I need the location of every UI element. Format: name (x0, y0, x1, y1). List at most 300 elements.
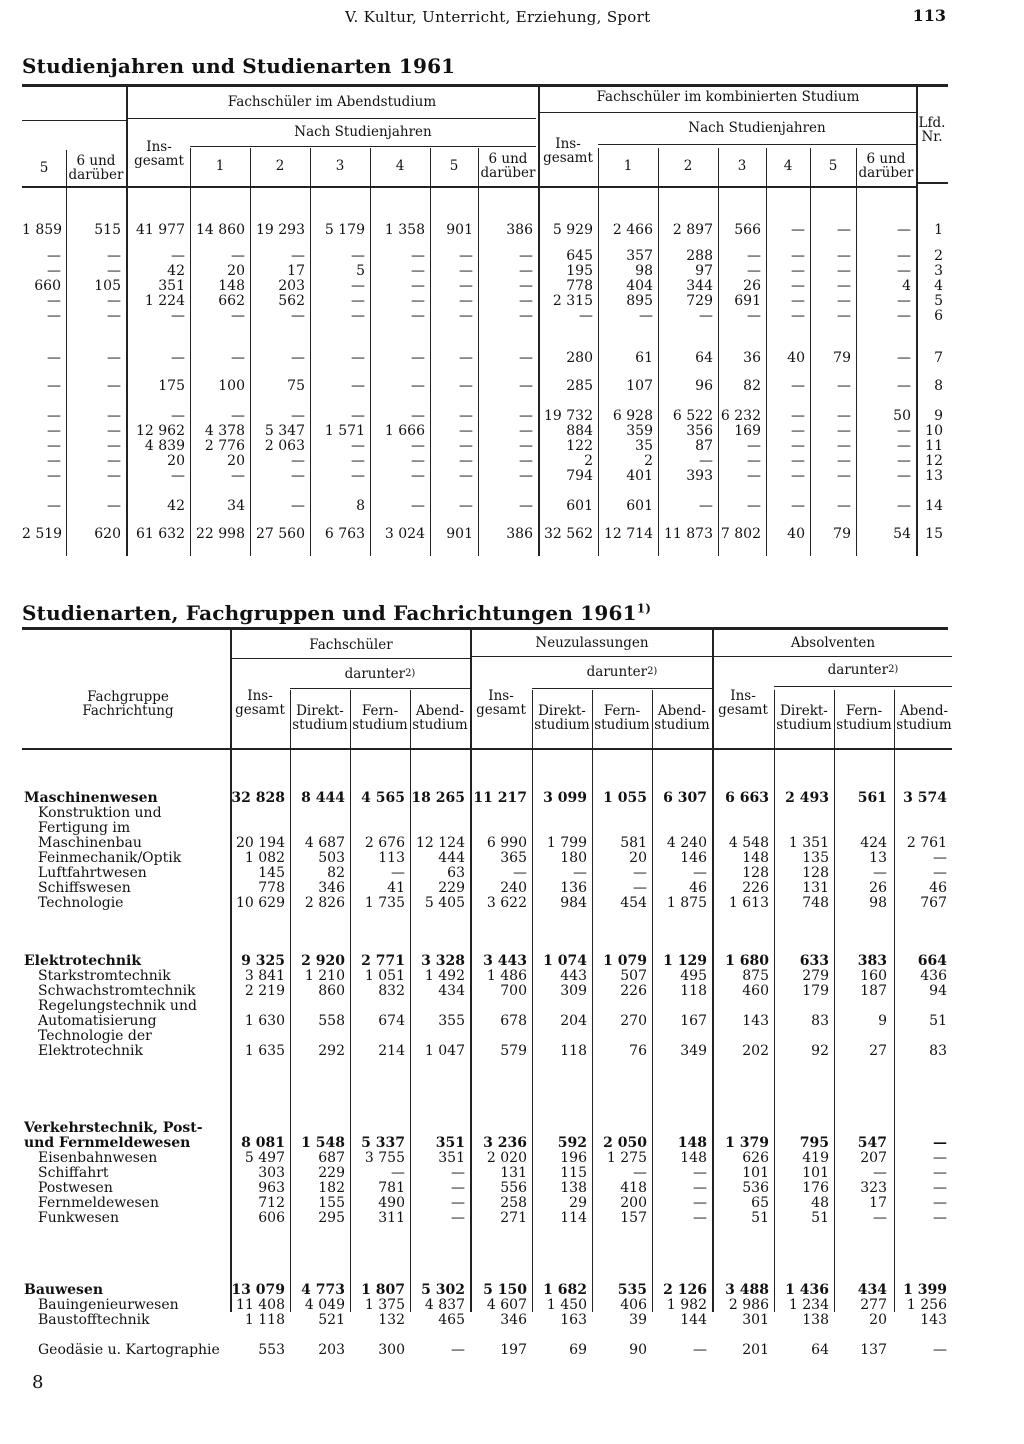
t1-cell: 11 873 (664, 526, 713, 542)
t2-cell: 351 (438, 1150, 465, 1166)
t2-head-abend: Abend- studium (896, 703, 952, 733)
t2-row-label: Geodäsie u. Kartographie (38, 1342, 220, 1358)
t1-cell: — (579, 308, 593, 324)
t1-cell: — (897, 308, 911, 324)
t2-cell: 295 (318, 1210, 345, 1226)
t2-cell: — (633, 865, 647, 881)
t1-head-col: 4 (783, 158, 793, 174)
t1-cell: 122 (566, 438, 593, 454)
t1-cell: — (107, 423, 121, 439)
t2-cell: 197 (500, 1342, 527, 1358)
t1-head-col: 1 (623, 158, 633, 174)
t1-cell: 19 732 (544, 408, 593, 424)
t2-cell: 1 613 (728, 895, 769, 911)
t1-cell: — (639, 308, 653, 324)
t1-cell: — (897, 468, 911, 484)
t1-cell: 356 (686, 423, 713, 439)
t2-cell: 92 (811, 1043, 829, 1059)
t2-row (22, 984, 952, 999)
t2-row-label: Eisenbahnwesen (38, 1150, 158, 1166)
t1-cell: — (519, 438, 533, 454)
t1-cell: 401 (626, 468, 653, 484)
t2-head-darunter-note: 2) (647, 666, 658, 677)
t2-row-label: Schwachstromtechnik (38, 983, 196, 999)
t2-cell: 148 (677, 1135, 707, 1151)
t2-cell: 115 (560, 1165, 587, 1181)
t2-cell: 113 (378, 850, 405, 866)
t2-cell: 63 (447, 865, 465, 881)
t2-head-darunter-text: darunter (344, 666, 406, 682)
t1-cell: 20 (227, 453, 245, 469)
t2-cell: 687 (318, 1150, 345, 1166)
t2-cell: 39 (629, 1312, 647, 1328)
t1-cell: — (747, 308, 761, 324)
t2-cell: 229 (438, 880, 465, 896)
t2-cell: 2 020 (486, 1150, 527, 1166)
t2-cell: 351 (435, 1135, 465, 1151)
t2-cell: 17 (869, 1195, 887, 1211)
t1-cell: — (837, 453, 851, 469)
t1-cell: — (459, 350, 473, 366)
t2-cell: 176 (802, 1180, 829, 1196)
t1-lfd-cell: 5 (934, 293, 943, 309)
t2-row-label: Bauingenieurwesen (38, 1297, 179, 1313)
t2-cell: 271 (500, 1210, 527, 1226)
t2-cell: 1 682 (543, 1282, 587, 1298)
t2-cell: 1 486 (486, 968, 527, 984)
t1-cell: — (459, 438, 473, 454)
t1-cell: — (897, 378, 911, 394)
t2-cell: 1 982 (666, 1297, 707, 1313)
t1-cell: — (897, 438, 911, 454)
t2-cell: 94 (929, 983, 947, 999)
t2-cell: 300 (378, 1342, 405, 1358)
t1-cell: 87 (695, 438, 713, 454)
t2-cell: 1 275 (606, 1150, 647, 1166)
t2-cell: — (391, 865, 405, 881)
t1-cell: 20 (227, 263, 245, 279)
t1-cell: 5 347 (264, 423, 305, 439)
t2-cell: — (451, 1342, 465, 1358)
t1-cell: — (351, 248, 365, 264)
t1-row (22, 188, 948, 238)
t1-cell: — (897, 263, 911, 279)
t2-cell: 1 375 (364, 1297, 405, 1313)
t2-head-fachschueler: Fachschüler (309, 637, 393, 653)
t2-head-fern: Fern- studium (352, 703, 408, 733)
t2-cell: — (933, 1195, 947, 1211)
t2-cell: 6 663 (725, 790, 769, 806)
t1-cell: 96 (695, 378, 713, 394)
t2-cell: 148 (680, 1150, 707, 1166)
t1-cell: — (411, 263, 425, 279)
t1-lfd-cell: 9 (934, 408, 943, 424)
t1-hline (916, 182, 948, 184)
t2-cell: 201 (742, 1342, 769, 1358)
t1-cell: — (791, 498, 805, 514)
t2-hline (774, 686, 952, 687)
t1-cell: — (47, 423, 61, 439)
t1-head-insgesamt: Ins- gesamt (543, 136, 593, 166)
t1-cell: 34 (227, 498, 245, 514)
t2-row (22, 866, 952, 881)
t2-row-label: Feinmechanik/Optik (38, 850, 182, 866)
t1-cell: 32 562 (544, 526, 593, 542)
t2-cell: 90 (629, 1342, 647, 1358)
t1-cell: 2 776 (204, 438, 245, 454)
t1-cell: 288 (686, 248, 713, 264)
t2-cell: 1 379 (725, 1135, 769, 1151)
t1-lfd-cell: 11 (925, 438, 943, 454)
t1-cell: — (411, 293, 425, 309)
t2-cell: 13 (869, 850, 887, 866)
t1-cell: 691 (734, 293, 761, 309)
t1-cell: — (837, 263, 851, 279)
t1-cell: — (837, 248, 851, 264)
t2-cell: 311 (378, 1210, 405, 1226)
t2-cell: 204 (560, 1013, 587, 1029)
t2-cell: 2 920 (301, 953, 345, 969)
t1-cell: — (47, 438, 61, 454)
t1-cell: — (459, 278, 473, 294)
t1-cell: — (411, 408, 425, 424)
t2-cell: 664 (917, 953, 947, 969)
t1-cell: 1 859 (22, 222, 63, 238)
t1-cell: — (519, 308, 533, 324)
t1-cell: 36 (743, 350, 761, 366)
t1-cell: — (837, 378, 851, 394)
t2-cell: 138 (802, 1312, 829, 1328)
t1-row (22, 264, 948, 279)
t1-lfd-cell: 10 (925, 423, 943, 439)
t2-hline (472, 656, 712, 657)
t2-row-label: Verkehrstechnik, Post- und Fernmeldewesen (24, 1120, 203, 1151)
t2-cell: 69 (569, 1342, 587, 1358)
t1-cell: 4 839 (144, 438, 185, 454)
t1-cell: — (459, 308, 473, 324)
t2-cell: 674 (378, 1013, 405, 1029)
t1-cell: — (107, 438, 121, 454)
t2-cell: 5 302 (421, 1282, 465, 1298)
t2-cell: 135 (802, 850, 829, 866)
t2-cell: 20 (869, 1312, 887, 1328)
t2-cell: 101 (742, 1165, 769, 1181)
t1-cell: — (351, 293, 365, 309)
t2-cell: 678 (500, 1013, 527, 1029)
t1-lfd-cell: 8 (934, 378, 943, 394)
t2-cell: 1 082 (244, 850, 285, 866)
t2-head-direkt: Direkt- studium (776, 703, 832, 733)
t2-cell: 712 (258, 1195, 285, 1211)
t2-cell: 832 (378, 983, 405, 999)
t2-cell: 46 (689, 880, 707, 896)
t1-cell: — (519, 423, 533, 439)
t1-cell: 1 224 (144, 293, 185, 309)
t2-cell: 349 (680, 1043, 707, 1059)
t1-cell: — (47, 453, 61, 469)
t1-cell: — (897, 248, 911, 264)
t1-cell: — (791, 248, 805, 264)
t1-lfd-cell: 14 (925, 498, 943, 514)
t1-cell: 2 519 (22, 526, 63, 542)
t2-cell: 2 493 (785, 790, 829, 806)
t1-row (22, 279, 948, 294)
t2-hline (232, 658, 470, 659)
t2-cell: — (873, 1165, 887, 1181)
t1-head-col: 5 (828, 158, 838, 174)
t2-cell: 556 (500, 1180, 527, 1196)
t1-cell: 169 (734, 423, 761, 439)
t1-cell: 393 (686, 468, 713, 484)
t2-cell: 3 841 (244, 968, 285, 984)
t1-cell: — (231, 350, 245, 366)
t1-cell: — (47, 378, 61, 394)
t1-cell: — (459, 293, 473, 309)
t2-row-label: Konstruktion und Fertigung im Maschinenbau (38, 805, 162, 851)
t1-cell: 203 (278, 278, 305, 294)
t1-cell: — (459, 468, 473, 484)
t1-cell: 404 (626, 278, 653, 294)
t1-head-abendstudium: Fachschüler im Abendstudium (227, 94, 437, 110)
t2-hline (22, 748, 952, 750)
t1-cell: — (47, 293, 61, 309)
t1-row (22, 294, 948, 309)
t1-lfd-cell: 6 (934, 308, 943, 324)
t2-row (22, 851, 952, 866)
t1-cell: — (747, 468, 761, 484)
t2-cell: 3 755 (364, 1150, 405, 1166)
t1-cell: — (747, 498, 761, 514)
t1-cell: — (791, 438, 805, 454)
t1-hline (22, 120, 126, 121)
t2-row-label: Schiffahrt (38, 1165, 109, 1181)
t2-cell: 1 074 (543, 953, 587, 969)
t2-row-label: Luftfahrtwesen (38, 865, 147, 881)
t2-cell: 443 (560, 968, 587, 984)
t2-cell: 592 (557, 1135, 587, 1151)
t1-cell: — (411, 438, 425, 454)
t1-cell: 79 (833, 526, 851, 542)
t1-cell: — (837, 408, 851, 424)
t2-cell: — (933, 1210, 947, 1226)
t2-cell: 581 (620, 835, 647, 851)
t2-head-darunter-text: darunter (586, 664, 648, 680)
t2-cell: 143 (742, 1013, 769, 1029)
t2-cell: — (693, 1210, 707, 1226)
t2-head-darunter (290, 660, 470, 688)
t2-row-label: Elektrotechnik (24, 953, 142, 969)
t1-cell: — (519, 263, 533, 279)
t1-cell: 54 (893, 526, 911, 542)
t1-cell: 35 (635, 438, 653, 454)
t2-head-neuzulassungen: Neuzulassungen (535, 635, 649, 651)
t2-cell: 8 081 (241, 1135, 285, 1151)
t1-cell: 1 666 (384, 423, 425, 439)
t1-cell: — (107, 498, 121, 514)
t1-head-col: 5 (39, 160, 49, 176)
t1-cell: — (47, 468, 61, 484)
t1-row (22, 394, 948, 424)
t2-cell: 5 497 (244, 1150, 285, 1166)
t1-cell: — (411, 308, 425, 324)
t2-cell: — (633, 1165, 647, 1181)
t2-cell: 226 (742, 880, 769, 896)
t2-cell: — (933, 1180, 947, 1196)
t2-row-label: Postwesen (38, 1180, 113, 1196)
t2-cell: 118 (680, 983, 707, 999)
t1-cell: — (107, 453, 121, 469)
t2-cell: — (933, 1165, 947, 1181)
t1-head-kombiniert: Fachschüler im kombinierten Studium (596, 89, 860, 105)
t2-cell: 1 047 (424, 1043, 465, 1059)
t2-cell: 1 129 (663, 953, 707, 969)
t1-cell: 566 (734, 222, 761, 238)
t1-head-col: 5 (449, 158, 459, 174)
t2-cell: 984 (560, 895, 587, 911)
t2-cell: 3 488 (725, 1282, 769, 1298)
t2-cell: 148 (742, 850, 769, 866)
t2-cell: 27 (869, 1043, 887, 1059)
t1-cell: — (411, 350, 425, 366)
t2-cell: 132 (378, 1312, 405, 1328)
t2-cell: 419 (802, 1150, 829, 1166)
t2-cell: 3 236 (483, 1135, 527, 1151)
t2-cell: 309 (560, 983, 587, 999)
t1-cell: 2 063 (264, 438, 305, 454)
t1-cell: — (411, 248, 425, 264)
t2-cell: 6 990 (486, 835, 527, 851)
t1-cell: 50 (893, 408, 911, 424)
table2-title-footnote: 1) (636, 601, 652, 616)
t2-group-row (22, 911, 952, 969)
t2-cell: 3 099 (543, 790, 587, 806)
t2-cell: 46 (929, 880, 947, 896)
t2-cell: 160 (860, 968, 887, 984)
t2-cell: — (933, 1135, 947, 1151)
t2-row (22, 1298, 952, 1313)
t2-head-darunter-note: 2) (888, 664, 899, 675)
t1-cell: — (791, 263, 805, 279)
t1-cell: 357 (626, 248, 653, 264)
t2-cell: 1 635 (244, 1043, 285, 1059)
t2-cell: 860 (318, 983, 345, 999)
t2-cell: 163 (560, 1312, 587, 1328)
t2-cell: — (573, 865, 587, 881)
t2-cell: — (693, 1180, 707, 1196)
t1-cell: 2 315 (552, 293, 593, 309)
table2-title (22, 601, 651, 625)
t2-row (22, 896, 952, 911)
t1-cell: 662 (218, 293, 245, 309)
t1-cell: 901 (446, 222, 473, 238)
t1-cell: — (291, 498, 305, 514)
t2-cell: 1 399 (903, 1282, 947, 1298)
t1-cell: 6 232 (720, 408, 761, 424)
t1-cell: — (411, 378, 425, 394)
t1-cell: 41 977 (136, 222, 185, 238)
t1-cell: — (411, 453, 425, 469)
t1-cell: — (231, 468, 245, 484)
t1-cell: 4 (902, 278, 911, 294)
t1-cell: — (47, 498, 61, 514)
t2-cell: 1 450 (546, 1297, 587, 1313)
t1-cell: — (699, 453, 713, 469)
t1-cell: — (459, 378, 473, 394)
t2-cell: — (933, 1342, 947, 1358)
table2-body (22, 760, 952, 1358)
t2-cell: 29 (569, 1195, 587, 1211)
t1-cell: 61 632 (136, 526, 185, 542)
t2-cell: 4 607 (486, 1297, 527, 1313)
t1-cell: — (171, 468, 185, 484)
t1-cell: — (519, 378, 533, 394)
t1-cell: — (519, 248, 533, 264)
t1-row (22, 484, 948, 514)
t1-cell: 386 (506, 222, 533, 238)
t1-cell: 1 358 (384, 222, 425, 238)
t2-cell: 1 680 (725, 953, 769, 969)
t2-cell: 200 (620, 1195, 647, 1211)
t2-cell: 51 (811, 1210, 829, 1226)
t2-cell: 144 (680, 1312, 707, 1328)
t1-cell: — (47, 248, 61, 264)
t2-hline (532, 688, 712, 689)
t2-row-label: Regelungstechnik und Automatisierung (38, 998, 197, 1029)
t1-cell: — (897, 350, 911, 366)
t2-cell: 383 (857, 953, 887, 969)
t2-cell: 226 (620, 983, 647, 999)
t1-row (22, 514, 948, 542)
t1-cell: — (791, 453, 805, 469)
t1-cell: — (47, 350, 61, 366)
t2-cell: 20 (629, 850, 647, 866)
t1-cell: 620 (94, 526, 121, 542)
t2-head-darunter (532, 658, 712, 686)
t2-cell: 76 (629, 1043, 647, 1059)
t1-cell: 26 (743, 278, 761, 294)
t1-cell: 386 (506, 526, 533, 542)
t1-cell: — (897, 222, 911, 238)
t2-cell: 365 (500, 850, 527, 866)
t1-cell: — (171, 248, 185, 264)
t1-cell: 562 (278, 293, 305, 309)
t1-cell: — (459, 423, 473, 439)
t2-cell: — (933, 850, 947, 866)
t2-group-row (22, 760, 952, 806)
t2-cell: 460 (742, 983, 769, 999)
t1-cell: 6 928 (612, 408, 653, 424)
t2-cell: 114 (560, 1210, 587, 1226)
t2-cell: 875 (742, 968, 769, 984)
t2-cell: — (873, 865, 887, 881)
t1-head-col: 6 und darüber (68, 153, 124, 183)
t1-cell: 40 (787, 526, 805, 542)
table1-title: Studienjahren und Studienarten 1961 (22, 54, 456, 78)
t2-cell: 346 (500, 1312, 527, 1328)
t2-cell: 13 079 (231, 1282, 285, 1298)
t1-cell: — (519, 408, 533, 424)
t2-cell: 48 (811, 1195, 829, 1211)
t1-cell: 895 (626, 293, 653, 309)
t2-cell: 157 (620, 1210, 647, 1226)
t1-cell: 6 522 (672, 408, 713, 424)
t2-cell: 26 (869, 880, 887, 896)
t1-cell: — (519, 350, 533, 366)
t2-cell: 3 574 (903, 790, 947, 806)
t2-group-row (22, 1226, 952, 1298)
t1-cell: 729 (686, 293, 713, 309)
t1-cell: — (519, 453, 533, 469)
